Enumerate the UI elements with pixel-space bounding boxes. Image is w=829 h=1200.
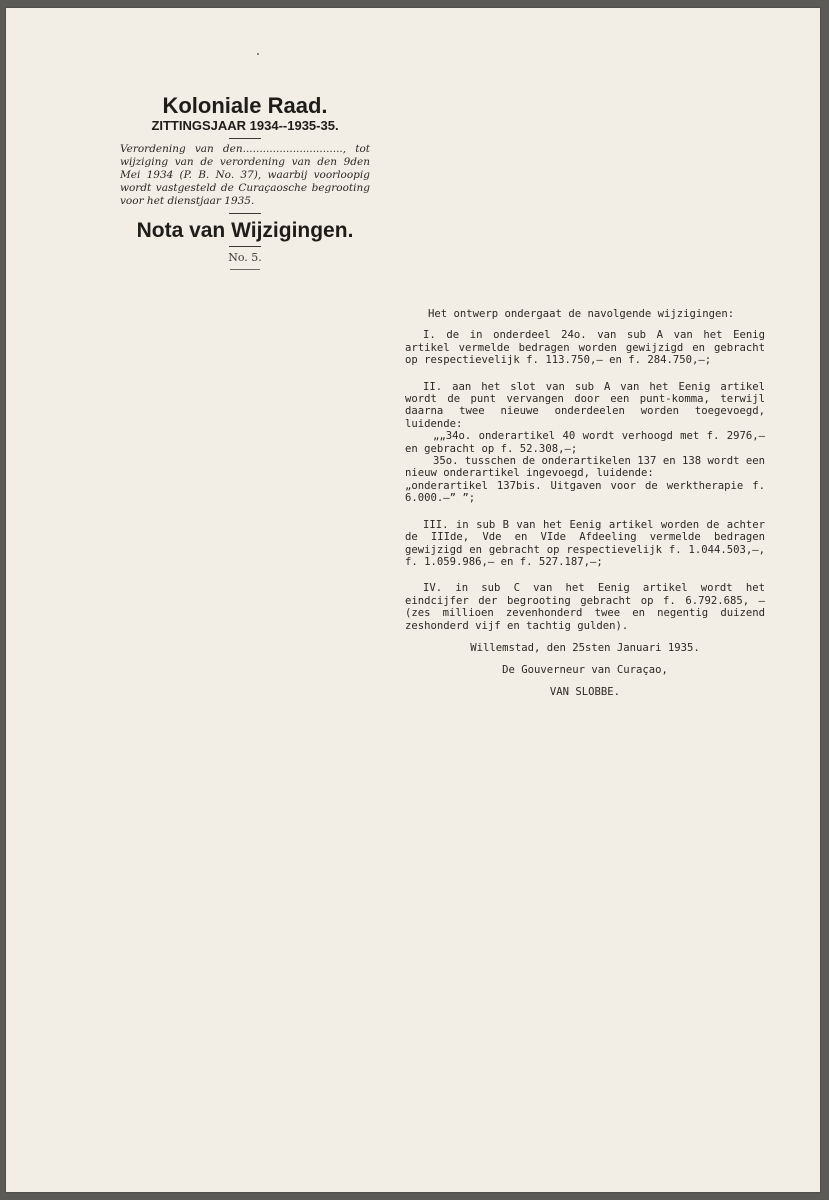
divider [229,246,261,247]
amendment-2-sub-35: 35o. tusschen de onderartikelen 137 en 138 wordt een nieuw onderartikel ingevoegd, luidende: [405,455,765,480]
divider [230,269,260,270]
document-header [114,94,376,270]
amendment-1: I. de in onderdeel 24o. van sub A van het Eenig artikel vermelde bedragen worden gewijzigd en gebracht op respectievelijk f. 113.750,— en f. 284.750,—; [405,329,765,367]
ordinance-description: Verordening van den.............................., tot wijziging van de verordening van den 9den Mei 1934 (P. B. No. 37), waarbij voorloopig wordt vastgesteld de Curaçaosche begrooting voor het dienstjaar 1935. [120,143,370,207]
amendment-2-sub-34: „„34o. onderartikel 40 wordt verhoogd met f. 2976,— en gebracht op f. 52.308,—; [405,430,765,455]
amendment-4: IV. in sub C van het Eenig artikel wordt het eindcijfer der begrooting gebracht op f. 6.792.685, – (zes millioen zevenhonderd twee en negentig duizend zeshonderd vijf en tachtig gulden). [405,582,765,632]
amendment-2-subarticle: „onderartikel 137bis. Uitgaven voor de werktherapie f. 6.000.—” ”; [405,479,765,505]
document-number: No. 5. [228,251,262,264]
divider [229,138,261,139]
place-date: Willemstad, den 25sten Januari 1935. [470,641,700,654]
signatory-name: VAN SLOBBE. [549,685,621,698]
amendment-3: III. in sub B van het Eenig artikel worden de achter de IIIde, Vde en VIde Afdeeling vermelde bedragen gewijzigd en gebracht op respectievelijk f. 1.044.503,—, f. 1.059.986,— en f. 527.187,—; [405,518,765,568]
session-year: ZITTINGSJAAR 1934--1935-35. [151,118,339,133]
amendments-body [405,308,765,702]
divider [229,213,261,214]
document-page [6,8,820,1192]
intro-line: Het ontwerp ondergaat de navolgende wijzigingen: [428,308,735,320]
amendment-2: II. aan het slot van sub A van het Eenig artikel wordt de punt vervangen door een punt-komma, terwijl daarna twee nieuwe onderdeelen worden toegevoegd, luidende: [405,380,765,430]
council-title: Koloniale Raad. [162,93,328,118]
document-title: Nota van Wijzigingen. [136,219,354,242]
signatory-title: De Gouverneur van Curaçao, [502,663,668,676]
paper-speck [257,53,259,55]
